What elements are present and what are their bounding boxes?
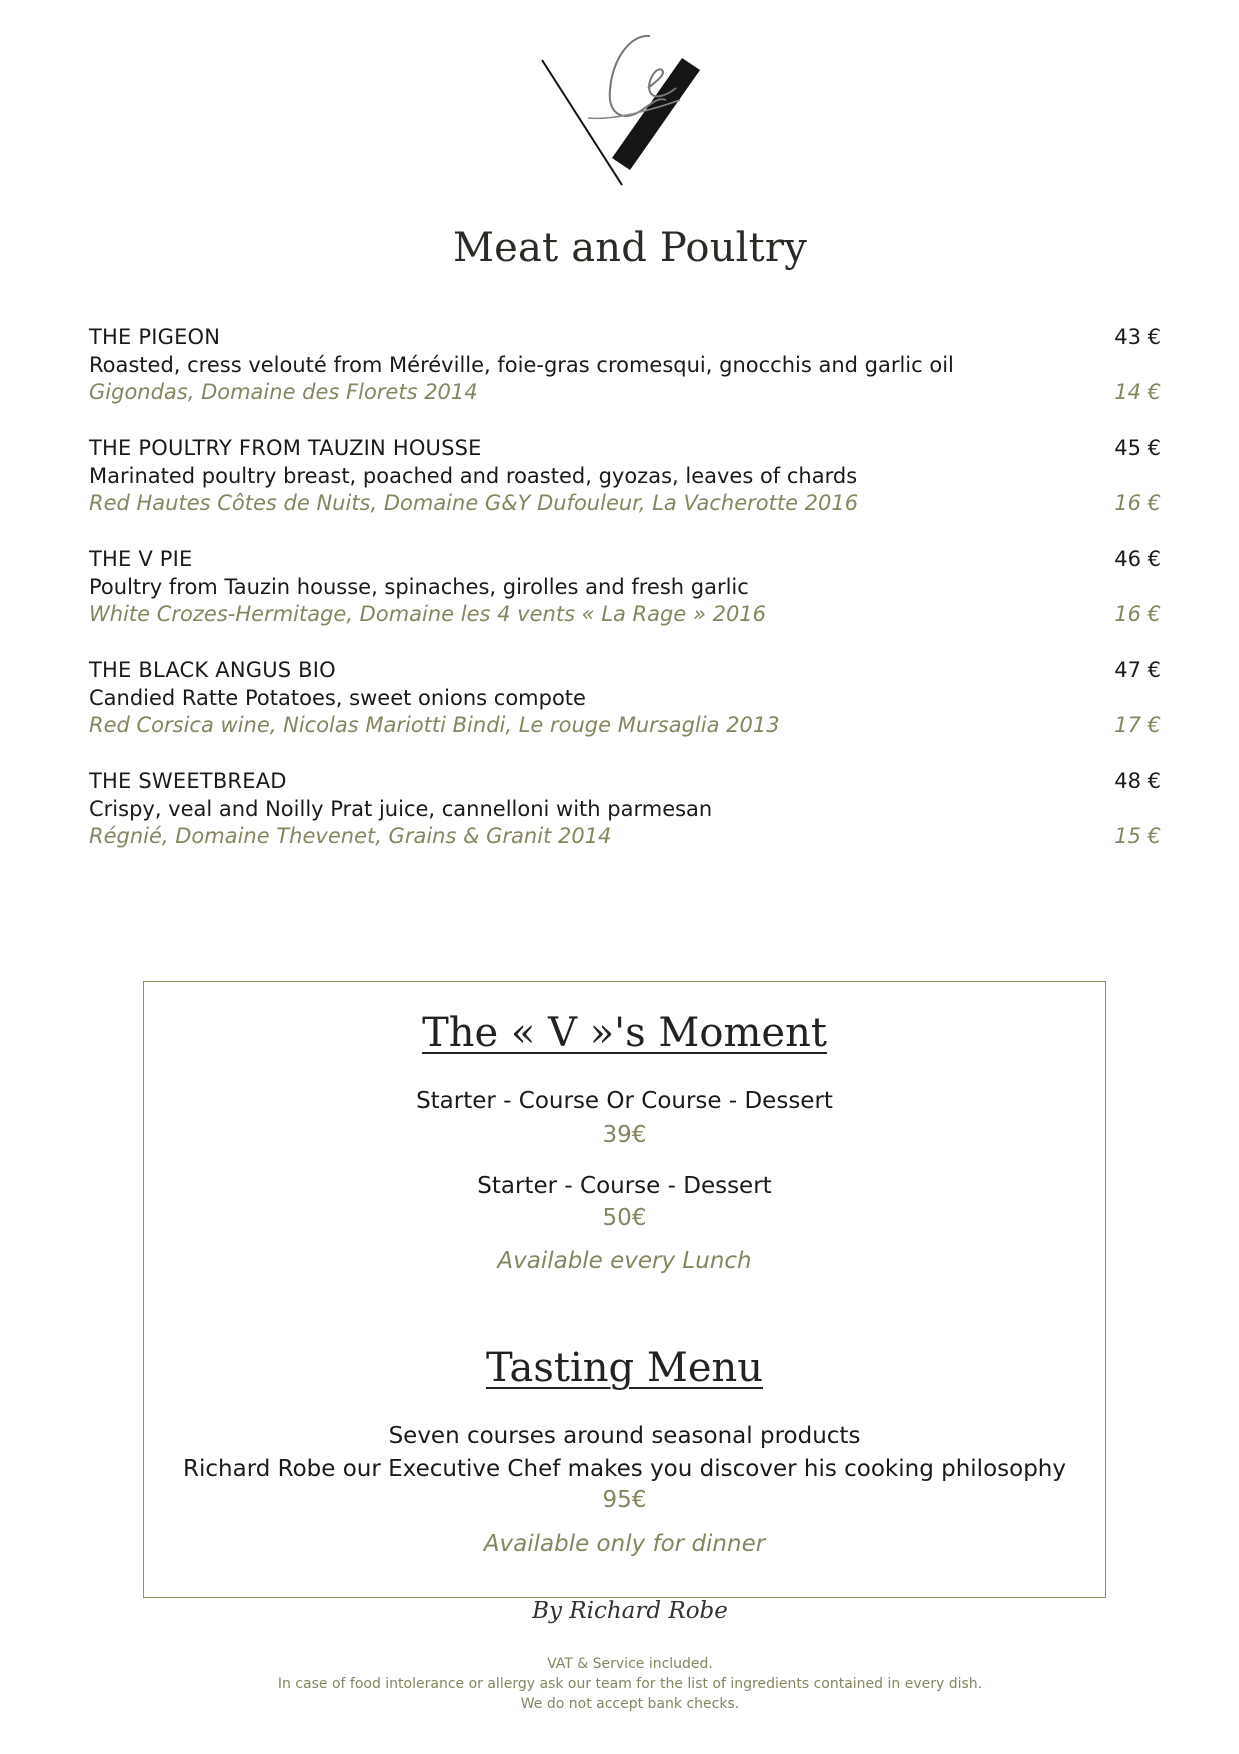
dish-description: Candied Ratte Potatoes, sweet onions compote	[89, 686, 586, 710]
chef-signature: By Richard Robe	[532, 1598, 728, 1624]
tasting-heading: Tasting Menu	[485, 1345, 764, 1391]
dish-item	[89, 325, 1161, 436]
moment-price-1: 39€	[602, 1122, 647, 1148]
dish-price: 46 €	[1114, 547, 1161, 571]
dish-price: 43 €	[1114, 325, 1161, 349]
dish-item	[89, 547, 1161, 658]
tasting-line-2: Richard Robe our Executive Chef makes you discover his cooking philosophy	[183, 1456, 1066, 1482]
wine-price: 15 €	[1114, 824, 1161, 848]
dish-name: THE V PIE	[89, 547, 193, 571]
dish-description: Roasted, cress velouté from Méréville, foie-gras cromesqui, gnocchis and garlic oil	[89, 353, 954, 377]
wine-price: 17 €	[1114, 713, 1161, 737]
tasting-price: 95€	[602, 1487, 647, 1513]
dish-description: Marinated poultry breast, poached and roasted, gyozas, leaves of chards	[89, 464, 858, 488]
wine-pairing: Régnié, Domaine Thevenet, Grains & Granit 2014	[89, 824, 612, 848]
set-menus-box	[143, 981, 1106, 1598]
dish-name: THE BLACK ANGUS BIO	[89, 658, 336, 682]
moment-availability: Available every Lunch	[497, 1248, 752, 1274]
footer-checks: We do not accept bank checks.	[520, 1696, 740, 1712]
dish-price: 47 €	[1114, 658, 1161, 682]
wine-pairing: Gigondas, Domaine des Florets 2014	[89, 380, 478, 404]
wine-pairing: Red Hautes Côtes de Nuits, Domaine G&Y Dufouleur, La Vacherotte 2016	[89, 491, 859, 515]
dish-price: 48 €	[1114, 769, 1161, 793]
footer-allergy: In case of food intolerance or allergy ask our team for the list of ingredients contained in every dish.	[277, 1676, 983, 1692]
dish-item	[89, 658, 1161, 769]
dish-name: THE POULTRY FROM TAUZIN HOUSSE	[89, 436, 482, 460]
moment-option-2: Starter - Course - Dessert	[477, 1173, 772, 1199]
moment-option-1: Starter - Course Or Course - Dessert	[416, 1088, 833, 1114]
dish-item	[89, 769, 1161, 880]
dish-price: 45 €	[1114, 436, 1161, 460]
dish-name: THE PIGEON	[89, 325, 221, 349]
tasting-line-1: Seven courses around seasonal products	[388, 1423, 861, 1449]
footer-vat: VAT & Service included.	[547, 1656, 713, 1672]
wine-price: 16 €	[1114, 491, 1161, 515]
wine-pairing: White Crozes-Hermitage, Domaine les 4 vents « La Rage » 2016	[89, 602, 767, 626]
dish-item	[89, 436, 1161, 547]
page-title: Meat and Poultry	[452, 225, 808, 271]
dish-description: Crispy, veal and Noilly Prat juice, cannelloni with parmesan	[89, 797, 713, 821]
moment-heading: The « V »'s Moment	[422, 1010, 827, 1056]
wine-price: 16 €	[1114, 602, 1161, 626]
dish-list	[89, 325, 1161, 880]
le-v-logo	[530, 30, 740, 200]
dish-description: Poultry from Tauzin housse, spinaches, girolles and fresh garlic	[89, 575, 749, 599]
wine-price: 14 €	[1114, 380, 1161, 404]
moment-price-2: 50€	[602, 1205, 647, 1231]
dish-name: THE SWEETBREAD	[89, 769, 287, 793]
tasting-availability: Available only for dinner	[483, 1531, 766, 1557]
wine-pairing: Red Corsica wine, Nicolas Mariotti Bindi, Le rouge Mursaglia 2013	[89, 713, 780, 737]
